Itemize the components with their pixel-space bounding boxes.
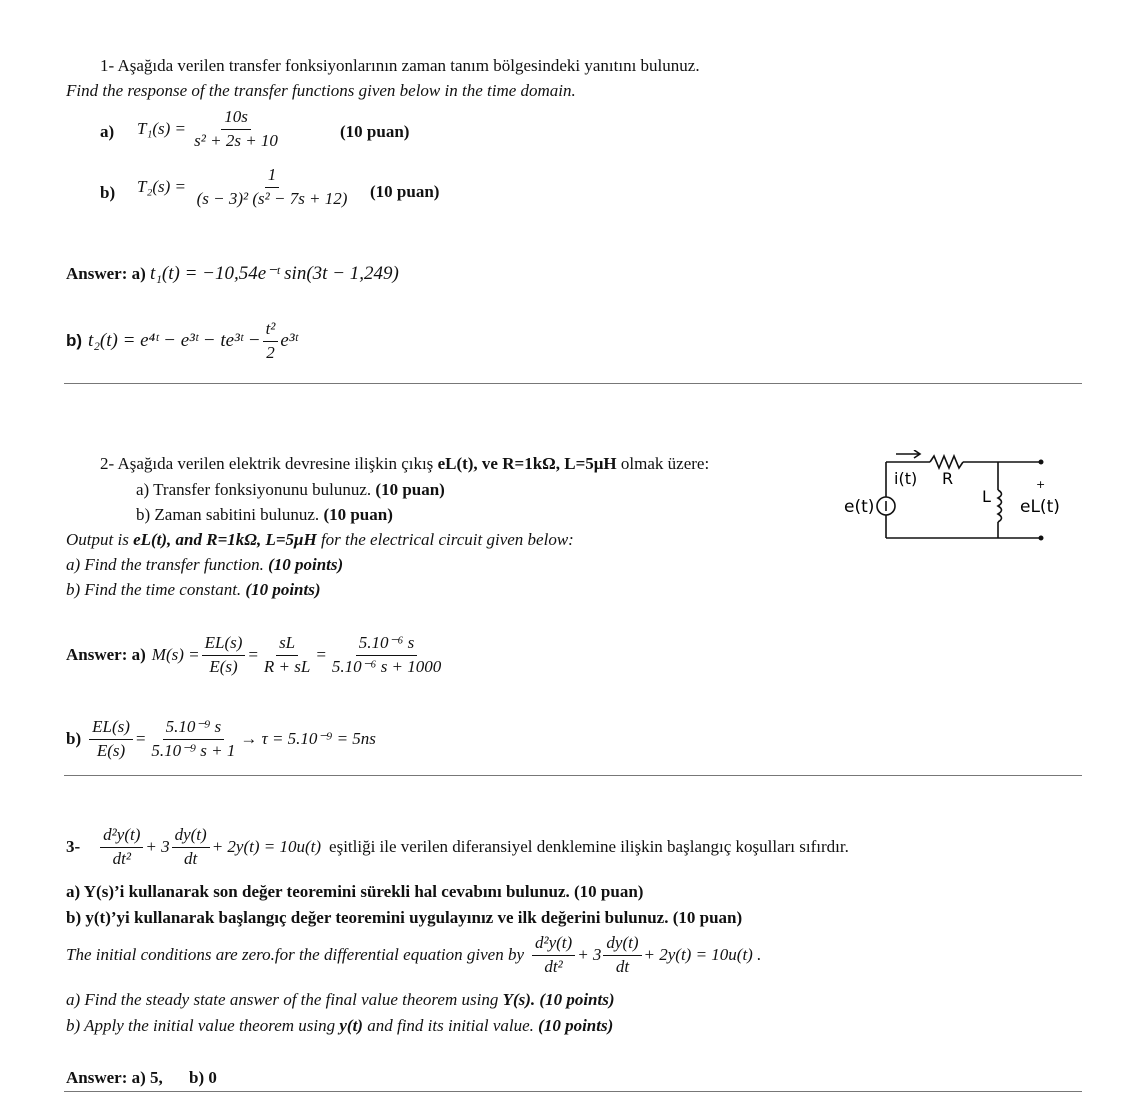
q2-answer-a: Answer: a) M(s) = $\frac{EL(s)}{E(s)}$ = $\frac{sL}{R + sL}$ = $\frac{\text{5.10⁻⁶ s}}{\text{5.10⁻⁶ s + 1000}}$ <box>66 634 446 676</box>
plus-sign: + <box>1036 478 1046 491</box>
q2-tr-start: 2- Aşağıda verilen elektrik devresine ilişkin çıkış <box>100 454 434 473</box>
q3-en-b <box>66 1016 613 1036</box>
q1-a-points: (10 puan) <box>340 122 410 141</box>
q1-answer-a <box>66 262 399 285</box>
q2-en-b <box>66 580 321 600</box>
q3-en-a <box>66 990 615 1010</box>
q3-d2-den: dt² <box>112 848 131 868</box>
q3-en-d1-num: dy(t) <box>603 934 641 956</box>
divider-1 <box>64 383 1082 384</box>
q3-d2-num: d²y(t) <box>100 826 143 848</box>
q1-a-num: 10s <box>221 108 251 130</box>
q3-en-d2-den: dt² <box>544 956 563 976</box>
q1-answer-label: Answer: a) <box>66 264 146 283</box>
q2-answer-a-f2-num: sL <box>276 634 298 656</box>
divider-3 <box>64 1091 1082 1092</box>
q1-b-lhs: T₂(s) = <box>137 177 187 197</box>
q1-text-en: Find the response of the transfer functions given below in the time domain. <box>66 81 576 100</box>
q1-b-points: (10 puan) <box>370 182 440 201</box>
output-label: eL(t) <box>1020 497 1060 517</box>
q2-answer-b-label: b) <box>66 729 82 749</box>
q2-answer-a-lhs: M(s) = <box>151 645 200 665</box>
q2-tr-b <box>136 505 393 525</box>
q2-en-end: for the electrical circuit given below: <box>320 530 574 549</box>
rl-circuit-diagram <box>838 450 1078 550</box>
q1-a-lhs: T₁(s) = <box>137 119 187 139</box>
q2-answer-a-f3-den: 5.10⁻⁶ s + 1000 <box>331 656 442 676</box>
q2-tr-bold: eL(t), ve R=1kΩ, L=5μH <box>437 454 617 473</box>
q1-b-formula <box>137 166 358 208</box>
q2-en-a-text: a) Find the transfer function. <box>66 555 264 574</box>
q3-en-d2-num: d²y(t) <box>532 934 575 956</box>
q3-en-a-bold: Y(s). (10 points) <box>502 990 615 1009</box>
q2-answer-label: Answer: a) <box>66 645 146 665</box>
q3-en-b-points: (10 points) <box>538 1016 614 1035</box>
q2-answer-b-tail: → τ = 5.10⁻⁹ = 5ns <box>240 729 376 749</box>
q2-en-start: Output is <box>66 530 129 549</box>
q3-header <box>66 826 849 868</box>
q2-answer-b: b) $\frac{EL(s)}{E(s)}$ = $\frac{\text{5.10⁻⁹ s}}{\text{5.10⁻⁹ s + 1}}$ → τ = 5.10⁻⁹ = 5ns <box>66 717 376 760</box>
q1-answer-b-num: t² <box>263 320 279 342</box>
q2-tr-a-text: a) Transfer fonksiyonunu bulunuz. <box>136 480 372 499</box>
q1-text-tr: 1- Aşağıda verilen transfer fonksiyonlarının zaman tanım bölgesindeki yanıtını bulunuz. <box>100 56 700 75</box>
q1-b-den: (s − 3)² (s² − 7s + 12) <box>196 188 348 208</box>
q2-text-en <box>66 530 574 550</box>
q1-a-formula <box>137 108 286 150</box>
q3-en-line <box>66 934 761 976</box>
q2-en-a-points: (10 points) <box>268 555 344 574</box>
q1-answer-b-lhs: t₂(t) = e⁴ᵗ − e³ᵗ − te³ᵗ − <box>88 330 261 352</box>
q3-d1-den: dt <box>184 848 198 868</box>
q3-rhs: + 2y(t) = 10u(t) <box>211 837 322 857</box>
q1-answer-a-formula: t₁(t) = −10,54e⁻ᵗ sin(3t − 1,249) <box>150 263 399 284</box>
q3-plus3: + 3 <box>145 837 170 857</box>
current-label: i(t) <box>894 469 918 488</box>
q2-en-bold: eL(t), and R=1kΩ, L=5μH <box>133 530 317 549</box>
q3-en-rhs: + 2y(t) = 10u(t) . <box>643 945 762 965</box>
q3-en-b-bold: y(t) <box>339 1016 363 1035</box>
q1-a-label: a) <box>100 122 115 141</box>
q1-a-den: s² + 2s + 10 <box>194 130 278 150</box>
q3-en-b-end: and find its initial value. <box>367 1016 534 1035</box>
q3-en-a-text: a) Find the steady state answer of the final value theorem using <box>66 990 499 1009</box>
q3-d1-num: dy(t) <box>172 826 210 848</box>
q3-en-plus3: + 3 <box>577 945 602 965</box>
q3-answer-a: Answer: a) 5, <box>66 1068 163 1087</box>
q2-en-a <box>66 555 343 575</box>
divider-2 <box>64 775 1082 776</box>
q3-en-start: The initial conditions are zero.for the differential equation given by <box>66 945 524 965</box>
q2-answer-a-f3-num: 5.10⁻⁶ s <box>356 634 418 656</box>
q2-answer-a-f2-den: R + sL <box>263 656 311 676</box>
q2-answer-b-f2-num: 5.10⁻⁹ s <box>163 718 225 740</box>
q2-tr-a <box>136 480 445 500</box>
q2-answer-b-f1-den: E(s) <box>96 740 126 760</box>
q1-answer-b-den: 2 <box>266 342 275 362</box>
q1-b-label: b) <box>100 183 116 202</box>
q2-en-b-points: (10 points) <box>245 580 321 599</box>
q3-tr-a: a) Y(s)’i kullanarak son değer teoremini sürekli hal cevabını bulunuz. (10 puan) <box>66 882 644 901</box>
q2-text-tr <box>100 454 709 474</box>
output-terminal-bottom <box>1039 536 1044 541</box>
q1-answer-b-tail: e³ᵗ <box>280 330 298 352</box>
source-label: e(t) <box>844 497 875 517</box>
q1-answer-b <box>66 320 298 362</box>
q1-b-num: 1 <box>265 166 280 188</box>
q2-tr-b-text: b) Zaman sabitini bulunuz. <box>136 505 320 524</box>
q2-tr-b-points: (10 puan) <box>323 505 393 524</box>
q1-answer-b-label: b) <box>66 331 83 351</box>
q2-answer-a-f1-num: EL(s) <box>202 634 246 656</box>
q3-answer <box>66 1068 217 1088</box>
q3-number: 3- <box>66 837 81 857</box>
resistor-label: R <box>942 469 954 488</box>
q2-answer-a-f1-den: E(s) <box>209 656 238 676</box>
q2-answer-b-f2-den: 5.10⁻⁹ s + 1 <box>151 740 236 760</box>
output-terminal-top <box>1039 460 1044 465</box>
q2-answer-b-f1-num: EL(s) <box>89 718 133 740</box>
q2-tr-a-points: (10 puan) <box>375 480 445 499</box>
inductor-label: L <box>982 487 991 506</box>
q2-en-b-text: b) Find the time constant. <box>66 580 242 599</box>
q3-answer-b: b) 0 <box>189 1068 217 1087</box>
q3-en-b-text: b) Apply the initial value theorem using <box>66 1016 336 1035</box>
q3-tr-rest: eşitliği ile verilen diferansiyel denklemine ilişkin başlangıç koşulları sıfırdır. <box>329 837 849 857</box>
q2-tr-end: olmak üzere: <box>620 454 710 473</box>
q3-tr-b: b) y(t)’yi kullanarak başlangıç değer teoremini uygulayınız ve ilk değerini bulunuz. (10 puan) <box>66 908 743 927</box>
q3-en-d1-den: dt <box>615 956 630 976</box>
